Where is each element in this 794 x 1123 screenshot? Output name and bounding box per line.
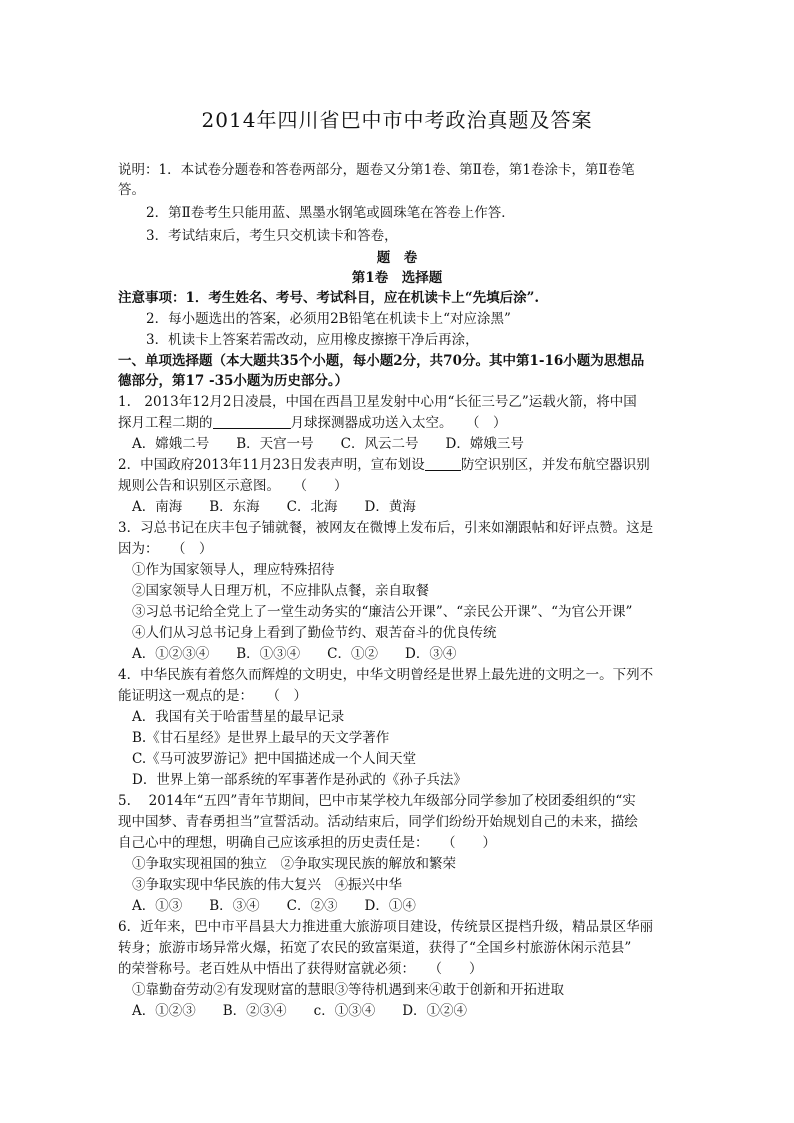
q5-statements-1: ①争取实现祖国的独立 ②争取实现民族的解放和繁荣 (132, 856, 456, 872)
q5-statements-2: ③争取实现中华民族的伟大复兴 ④振兴中华 (132, 877, 402, 893)
notes-line-2: 2．第Ⅱ卷考生只能用蓝、黑墨水钢笔或圆珠笔在答卷上作答． (146, 205, 515, 221)
q6-line-a: 6．近年来，巴中市平昌县大力推进重大旅游项目建设，传统景区提档升级，精品景区华丽 (118, 919, 654, 935)
q1-line-b-post: 月球探测器成功送入太空。 （ ） (290, 415, 507, 431)
q3-line-b: 因为： （ ） (118, 541, 213, 557)
q2-line-b: 规则公告和识别区示意图。 （ ） (118, 478, 348, 494)
q4-option-d: D．世界上第一部系统的军事著作是孙武的《孙子兵法》 (132, 772, 467, 788)
q4-line-b: 能证明这一观点的是： （ ） (118, 688, 307, 704)
document-title: 2014年四川省巴中市中考政治真题及答案 (201, 108, 593, 132)
q4-option-a: A．我国有关于哈雷彗星的最早记录 (132, 709, 345, 725)
q1-line-a: 1. 2013年12月2日凌晨，中国在西昌卫星发射中心用“长征三号乙”运载火箭，将中国 (118, 394, 637, 410)
section-heading-b: 德部分，第17 -35小题为历史部分。） (118, 373, 349, 389)
q3-statement-3: ③习总书记给全党上了一堂生动务实的“廉洁公开课”、“亲民公开课”、“为官公开课” (132, 604, 633, 620)
q5-line-b: 现中国梦、青春勇担当”宣誓活动。活动结束后，同学们纷纷开始规划自己的未来，描绘 (118, 814, 638, 830)
q2-options: A．南海 B．东海 C．北海 D．黄海 (132, 499, 416, 515)
q6-options: A．①②③ B．②③④ c．①③④ D．①②④ (132, 1003, 468, 1019)
q6-line-c: 的荣誉称号。老百姓从中悟出了获得财富就必须： （ ） (118, 961, 483, 977)
q2-line-a-post: 防空识别区，并发布航空器识别 (460, 457, 650, 473)
q3-line-a: 3．习总书记在庆丰包子铺就餐，被网友在微博上发布后，引来如潮跟帖和好评点赞。这是 (118, 520, 654, 536)
attention-line-1-text: 注意事项：1．考生姓名、考号、考试科目，应在机读卡上“先填后涂”. (118, 290, 540, 306)
q5-options: A．①③ B．③④ C．②③ D．①④ (132, 898, 416, 914)
q6-line-b: 转身；旅游市场异常火爆，拓宽了农民的致富渠道，获得了“全国乡村旅游休闲示范县” (118, 940, 632, 956)
q1-options: A．嫦娥二号 B．天宫一号 C．风云二号 D．嫦娥三号 (132, 436, 524, 452)
q1-line-b (118, 413, 678, 433)
q6-statements: ①靠勤奋劳动②有发现财富的慧眼③等待机遇到来④敢于创新和开拓进取 (132, 982, 564, 998)
q2-line-a-pre: 2．中国政府2013年11月23日发表声明，宣布划设 (118, 457, 425, 473)
q3-statement-1: ①作为国家领导人，理应特殊招待 (132, 562, 335, 578)
q4-option-b: B.《甘石星经》是世界上最早的天文学著作 (132, 730, 390, 746)
q5-line-a: 5. 2014年“五四”青年节期间，巴中市某学校九年级部分同学参加了校团委组织的“实 (118, 793, 636, 809)
notes-line-3: 3．考试结束后，考生只交机读卡和答卷， (146, 228, 398, 244)
q2-line-a (118, 455, 678, 475)
section-title: 题 卷 (376, 250, 418, 266)
attention-line-3: 3．机读卡上答案若需改动，应用橡皮擦擦干净后再涂， (146, 332, 479, 348)
q4-option-c: C.《马可波罗游记》把中国描述成一个人间天堂 (132, 751, 417, 767)
q2-blank (425, 456, 461, 471)
attention-line-2: 2．每小题选出的答案，必须用2B铅笔在机读卡上“对应涂黑” (146, 311, 511, 327)
q3-statement-4: ④人们从习总书记身上看到了勤俭节约、艰苦奋斗的优良传统 (132, 625, 497, 641)
q3-statement-2: ②国家领导人日理万机，不应排队点餐，亲自取餐 (132, 583, 429, 599)
q4-line-a: 4．中华民族有着悠久而辉煌的文明史，中华文明曾经是世界上最先进的文明之一。下列不 (118, 667, 654, 683)
q5-line-c: 自己心中的理想，明确自己应该承担的历史责任是： （ ） (118, 835, 496, 851)
q1-blank (213, 414, 291, 429)
q1-line-b-pre: 探月工程二期的 (118, 415, 213, 431)
section-heading-a: 一、单项选择题（本大题共35个小题，每小题2分，共70分。其中第1-16小题为思想品 (118, 353, 645, 369)
notes-line-1b: 答。 (118, 182, 145, 198)
q3-options: A．①②③④ B．①③④ C．①② D．③④ (132, 646, 457, 662)
notes-line-1a: 说明：1．本试卷分题卷和答卷两部分，题卷又分第1卷、第Ⅱ卷，第1卷涂卡，第Ⅱ卷笔 (118, 162, 635, 178)
part-title: 第1卷 选择题 (351, 270, 443, 286)
attention-line-1 (118, 288, 678, 308)
